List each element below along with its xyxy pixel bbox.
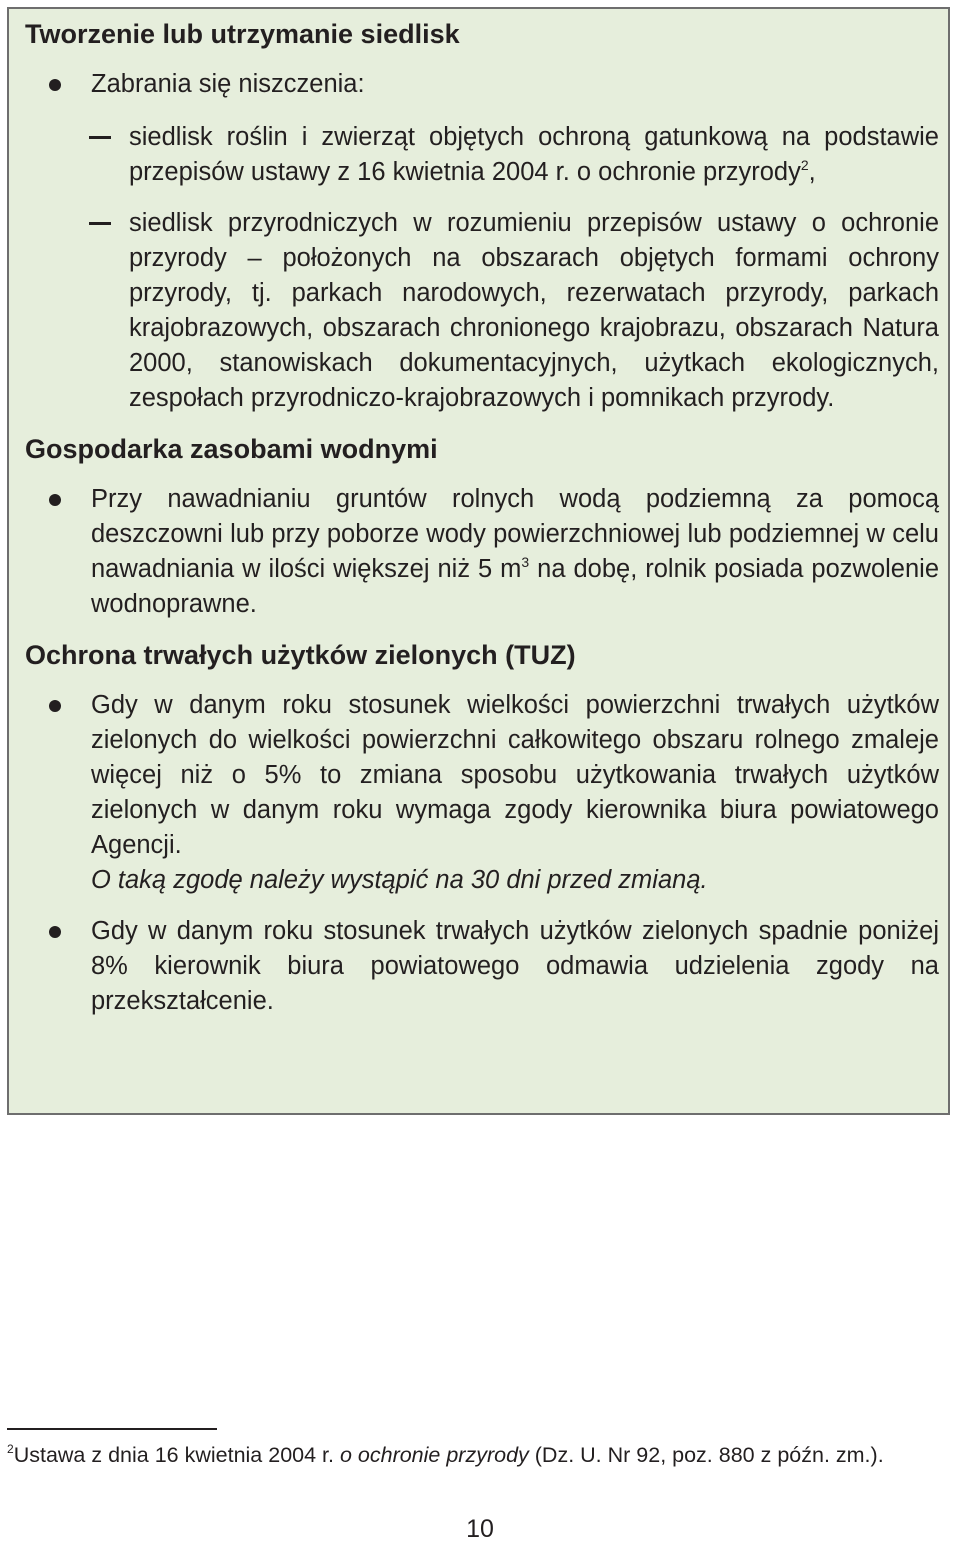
bullet-dot-icon <box>49 79 61 91</box>
dash-icon <box>89 222 111 225</box>
footnote-text-end: (Dz. U. Nr 92, poz. 880 z późn. zm.). <box>528 1443 884 1467</box>
section-heading-grassland: Ochrona trwałych użytków zielonych (TUZ) <box>25 640 576 670</box>
footnote-ref: 2 <box>800 157 809 173</box>
superscript: 3 <box>521 554 530 570</box>
footnote-separator <box>7 1428 217 1430</box>
section-heading-water: Gospodarka zasobami wodnymi <box>25 434 438 464</box>
bullet-water <box>25 482 939 622</box>
sub-item-text: siedlisk przyrodniczych w rozumieniu przepisów ustawy o ochronie przyrody – położonych na obszarach objętych formami ochrony przyrody, tj. parkach narodowych, rezerwatach przyrody, parkach krajobrazowych, obszarach chronionego krajobrazu, obszarach Natura 2000, stanowiskach dokumentacyjnych, użytkach ekologicznych, zespołach przyrodniczo-krajobrazowych i pomnikach przyrody. <box>129 209 939 412</box>
bullet-text-end: na dobę, rolnik posiada pozwolenie wodnoprawne. <box>91 555 939 618</box>
info-box-content <box>25 17 939 1019</box>
page-number: 10 <box>466 1515 494 1543</box>
sub-item-species-habitats <box>25 120 939 190</box>
footnote-act-title: o ochronie przyrody <box>339 1443 529 1467</box>
info-box <box>7 7 950 1115</box>
footnote-text: Ustawa z dnia 16 kwietnia 2004 r. <box>13 1443 340 1467</box>
section-heading-habitats: Tworzenie lub utrzymanie siedlisk <box>25 19 460 49</box>
dash-icon <box>89 136 111 139</box>
bullet-dot-icon <box>49 494 61 506</box>
sub-item-text: siedlisk roślin i zwierząt objętych ochroną gatunkową na podstawie przepisów ustawy z 16 kwietnia 2004 r. o ochronie przyrody <box>129 123 939 186</box>
bullet-habitats <box>25 67 939 102</box>
footnote-number: 2 <box>7 1442 14 1456</box>
bullet-grassland-8-percent <box>25 914 939 1019</box>
bullet-text: Przy nawadnianiu gruntów rolnych wodą podziemną za pomocą deszczowni lub przy poborze wody powierzchniowej lub podziemnej w celu nawadniania w ilości większej niż 5 m <box>91 485 939 583</box>
sub-item-text-end: , <box>808 158 816 186</box>
bullet-grassland-5-percent <box>25 688 939 898</box>
bullet-text: Gdy w danym roku stosunek trwałych użytków zielonych spadnie poniżej 8% kierownik biura powiatowego odmawia udzielenia zgody na przekształcenie. <box>91 917 939 1015</box>
bullet-dot-icon <box>49 700 61 712</box>
bullet-note: O taką zgodę należy wystąpić na 30 dni przed zmianą. <box>91 866 708 894</box>
bullet-text: Zabrania się niszczenia: <box>91 70 365 98</box>
bullet-text: Gdy w danym roku stosunek wielkości powierzchni trwałych użytków zielonych do wielkości powierzchni całkowitego obszaru rolnego zmaleje więcej niż o 5% to zmiana sposobu użytkowania trwałych użytków zielonych w danym roku wymaga zgody kierownika biura powiatowego Agencji. <box>91 691 939 859</box>
bullet-dot-icon <box>49 926 61 938</box>
sub-item-natural-habitats <box>25 206 939 416</box>
footnote <box>7 1440 953 1470</box>
